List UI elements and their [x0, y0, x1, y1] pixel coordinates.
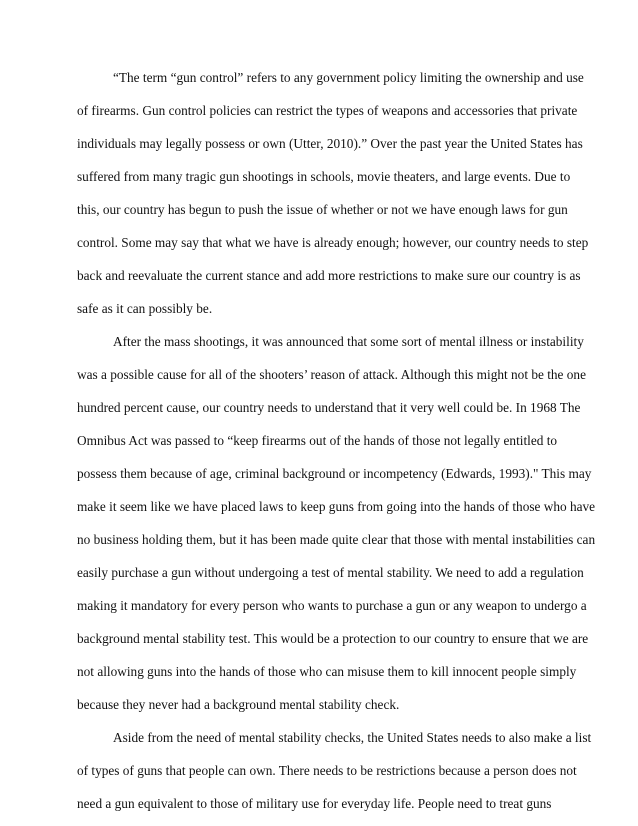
- paragraph-3-line-3: need a gun equivalent to those of military use for everyday life. People need to treat guns: [77, 796, 552, 811]
- paragraph-2-line-1: After the mass shootings, it was announced that some sort of mental illness or instability: [113, 334, 584, 349]
- paragraph-1-line-2: of firearms. Gun control policies can restrict the types of weapons and accessories that private: [77, 103, 578, 118]
- paragraph-1-line-1: “The term “gun control” refers to any government policy limiting the ownership and use: [113, 70, 584, 85]
- paragraph-2-line-8: easily purchase a gun without undergoing a test of mental stability. We need to add a regulation: [77, 565, 584, 580]
- paragraph-1-line-8: safe as it can possibly be.: [77, 301, 213, 316]
- paragraph-2-line-12: because they never had a background mental stability check.: [77, 697, 400, 712]
- paragraph-2-line-4: Omnibus Act was passed to “keep firearms out of the hands of those not legally entitled to: [77, 433, 558, 448]
- paragraph-1-line-5: this, our country has begun to push the issue of whether or not we have enough laws for gun: [77, 202, 568, 217]
- paragraph-2-line-5: possess them because of age, criminal background or incompetency (Edwards, 1993)." This may: [77, 466, 592, 481]
- paragraph-3-line-2: of types of guns that people can own. There needs to be restrictions because a person does not: [77, 763, 577, 778]
- paragraph-3-line-1: Aside from the need of mental stability checks, the United States needs to also make a list: [113, 730, 592, 745]
- paragraph-1-line-7: back and reevaluate the current stance and add more restrictions to make sure our country is as: [77, 268, 581, 283]
- paragraph-2-line-6: make it seem like we have placed laws to keep guns from going into the hands of those who have: [77, 499, 596, 514]
- paragraph-2-line-9: making it mandatory for every person who wants to purchase a gun or any weapon to undergo a: [77, 598, 587, 613]
- paragraph-2-line-11: not allowing guns into the hands of those who can misuse them to kill innocent people simply: [77, 664, 577, 679]
- paragraph-1-line-4: suffered from many tragic gun shootings in schools, movie theaters, and large events. Due to: [77, 169, 571, 184]
- paragraph-1-line-3: individuals may legally possess or own (Utter, 2010).” Over the past year the United States has: [77, 136, 583, 151]
- paragraph-1-line-6: control. Some may say that what we have is already enough; however, our country needs to step: [77, 235, 589, 250]
- paragraph-2-line-7: no business holding them, but it has been made quite clear that those with mental instabilities can: [77, 532, 596, 547]
- paragraph-2-line-2: was a possible cause for all of the shooters’ reason of attack. Although this might not be the one: [77, 367, 586, 382]
- paragraph-2-line-3: hundred percent cause, our country needs to understand that it very well could be. In 1968 The: [77, 400, 581, 415]
- paragraph-2-line-10: background mental stability test. This would be a protection to our country to ensure that we are: [77, 631, 589, 646]
